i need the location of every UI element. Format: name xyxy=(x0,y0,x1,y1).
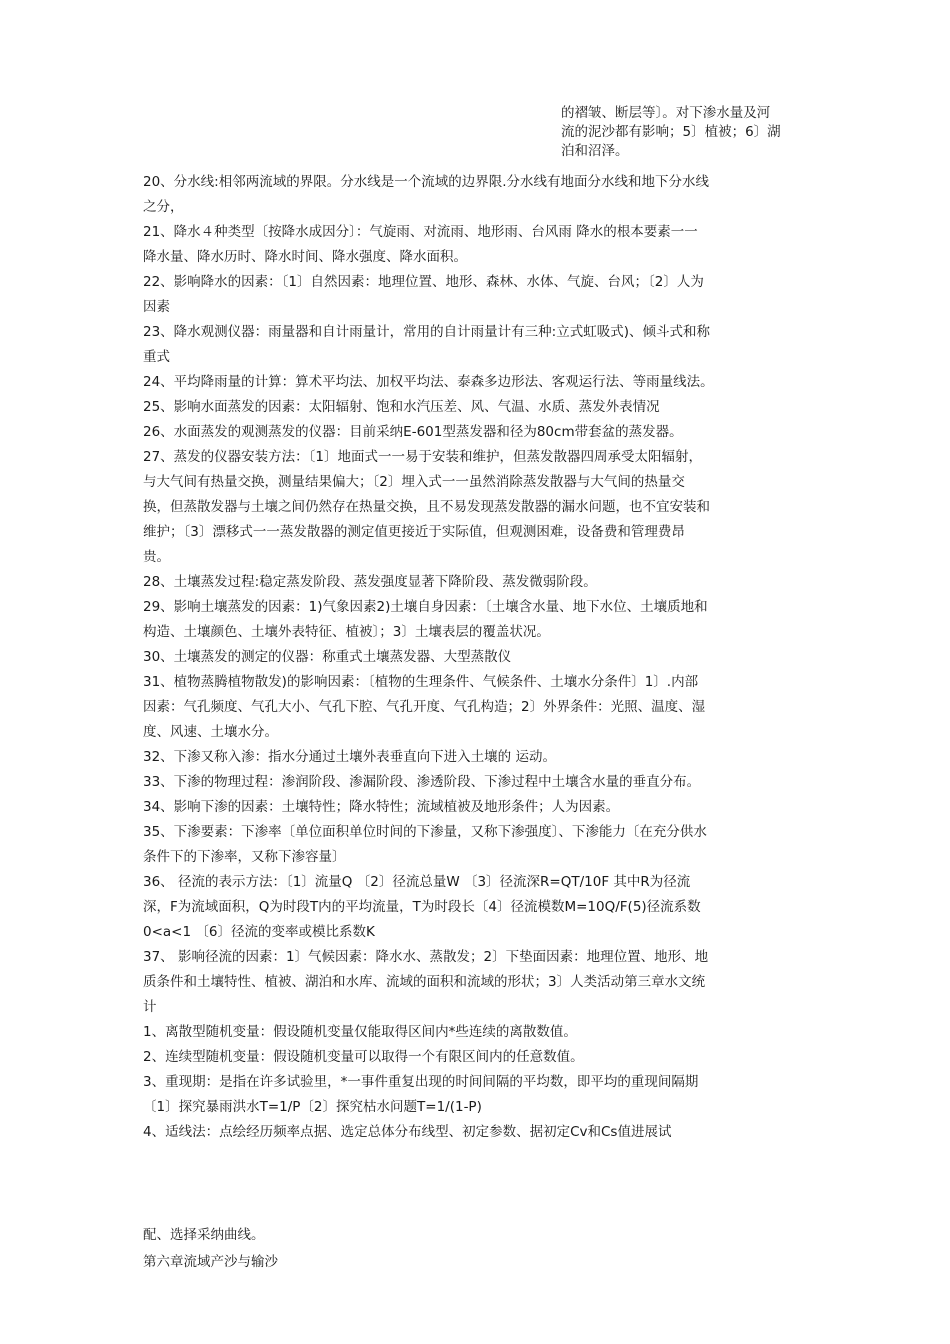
text-line: 34、影响下渗的因素：土壤特性；降水特性；流域植被及地形条件；人为因素。 xyxy=(143,799,620,815)
text-line: 28、土壤蒸发过程:稳定蒸发阶段、蒸发强度显著下降阶段、蒸发微弱阶段。 xyxy=(143,574,597,590)
text-line: 因素 xyxy=(143,299,170,315)
text-line: 质条件和土壤特性、植被、湖泊和水库、流域的面积和流域的形状；3〕人类活动第三章水文统 xyxy=(143,974,706,990)
text-line: 降水量、降水历时、降水时间、降水强度、降水面积。 xyxy=(143,249,467,265)
text-line: 深，F为流域面积，Q为时段T内的平均流量，T为时段长〔4〕径流模数M=10Q/F(5)径流系数 xyxy=(143,899,701,915)
fragment-line: 的褶皱、断层等〕。对下渗水量及河 xyxy=(561,105,771,121)
text-line: 2、连续型随机变量：假设随机变量可以取得一个有限区间内的任意数值。 xyxy=(143,1049,584,1065)
text-line: 重式 xyxy=(143,349,170,365)
text-line: 31、植物蒸腾植物散发)的影响因素：〔植物的生理条件、气候条件、土壤水分条件〕1〕.内部 xyxy=(143,674,699,690)
text-line: 计 xyxy=(143,999,157,1015)
text-line: 因素：气孔频度、气孔大小、气孔下腔、气孔开度、气孔构造；2〕外界条件：光照、温度、湿 xyxy=(143,699,706,715)
text-line: 3、重现期：是指在许多试验里，*一事件重复出现的时间间隔的平均数，即平均的重现间隔期 xyxy=(143,1074,699,1090)
text-line: 度、风速、土壤水分。 xyxy=(143,724,278,740)
text-line: 换，但蒸散发器与土壤之间仍然存在热量交换，且不易发现蒸发散器的漏水问题，也不宜安装和 xyxy=(143,499,710,515)
text-line: 0<a<1 〔6〕径流的变率或模比系数K xyxy=(143,924,375,940)
text-line: 27、蒸发的仪器安装方法：〔1〕地面式一一易于安装和维护，但蒸发散器四周承受太阳辐射， xyxy=(143,449,703,465)
text-line: 25、影响水面蒸发的因素：太阳辐射、饱和水汽压差、风、气温、水质、蒸发外表情况 xyxy=(143,399,660,415)
text-line: 26、水面蒸发的观测蒸发的仪器：目前采纳E-601型蒸发器和径为80cm带套盆的蒸发器。 xyxy=(143,424,683,440)
text-line: 30、土壤蒸发的测定的仪器：称重式土壤蒸发器、大型蒸散仪 xyxy=(143,649,512,665)
page-tail xyxy=(143,1222,823,1276)
text-line: 32、下渗又称入渗：指水分通过土壤外表垂直向下进入土壤的 运动。 xyxy=(143,749,556,765)
fragment-line: 流的泥沙都有影响；5〕植被；6〕湖 xyxy=(561,124,781,140)
text-line: 20、分水线:相邻两流域的界限。分水线是一个流域的边界限.分水线有地面分水线和地下分水线 xyxy=(143,174,710,190)
main-text-body xyxy=(143,170,823,1145)
text-line: 与大气间有热量交换，测量结果偏大；〔2〕埋入式一一虽然消除蒸发散器与大气间的热量交 xyxy=(143,474,685,490)
text-line: 23、降水观测仪器：雨量器和自计雨量计，常用的自计雨量计有三种:立式虹吸式)、倾斗式和称 xyxy=(143,324,710,340)
text-line: 33、下渗的物理过程：渗润阶段、渗漏阶段、渗透阶段、下渗过程中土壤含水量的垂直分布。 xyxy=(143,774,701,790)
text-line: 24、平均降雨量的计算：算术平均法、加权平均法、泰森多边形法、客观运行法、等雨量线法。 xyxy=(143,374,714,390)
text-line: 37、 影响径流的因素：1〕气候因素：降水水、蒸散发；2〕下垫面因素：地理位置、地形、地 xyxy=(143,949,709,965)
text-line: 36、 径流的表示方法：〔1〕流量Q 〔2〕径流总量W 〔3〕径流深R=QT/10F 其中R为径流 xyxy=(143,874,691,890)
text-line: 21、降水４种类型〔按降水成因分〕：气旋雨、对流雨、地形雨、台风雨 降水的根本要素一一 xyxy=(143,224,698,240)
text-line: 构造、土壤颜色、土壤外表特征、植被〕；3〕土壤表层的覆盖状况。 xyxy=(143,624,550,640)
continued-column-fragment xyxy=(561,104,829,161)
text-line: 22、影响降水的因素：〔1〕自然因素：地理位置、地形、森林、水体、气旋、台风；〔2〕人为 xyxy=(143,274,704,290)
text-line: 配、选择采纳曲线。 xyxy=(143,1227,265,1243)
text-line: 贵。 xyxy=(143,549,170,565)
text-line: 1、离散型随机变量：假设随机变量仅能取得区间内*些连续的离散数值。 xyxy=(143,1024,577,1040)
chapter-heading: 第六章流域产沙与输沙 xyxy=(143,1254,278,1270)
text-line: 维护；〔3〕漂移式一一蒸发散器的测定值更接近于实际值，但观测困难，设备费和管理费昂 xyxy=(143,524,685,540)
text-line: 之分， xyxy=(143,199,184,215)
text-line: 〔1〕探究暴雨洪水T=1/P〔2〕探究枯水问题T=1/(1-P) xyxy=(143,1099,482,1115)
text-line: 条件下的下渗率，又称下渗容量〕 xyxy=(143,849,346,865)
fragment-line: 泊和沼泽。 xyxy=(561,143,629,159)
text-line: 29、影响土壤蒸发的因素：1)气象因素2)土壤自身因素：〔土壤含水量、地下水位、土壤质地和 xyxy=(143,599,708,615)
text-line: 35、下渗要素：下渗率〔单位面积单位时间的下渗量，又称下渗强度〕、下渗能力〔在充分供水 xyxy=(143,824,707,840)
text-line: 4、适线法：点绘经历频率点据、选定总体分布线型、初定参数、据初定Cv和Cs值进展试 xyxy=(143,1124,672,1140)
